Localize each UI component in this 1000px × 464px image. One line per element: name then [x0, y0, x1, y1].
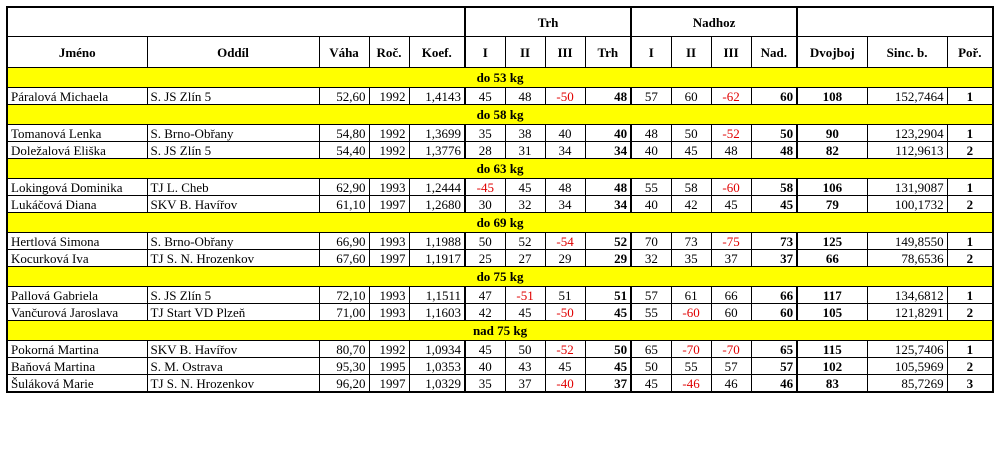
athlete-coef: 1,4143	[409, 88, 465, 105]
athlete-row	[7, 304, 993, 321]
snatch-best: 45	[585, 304, 631, 321]
category-title: do 63 kg	[7, 159, 993, 179]
athlete-club: TJ L. Cheb	[147, 179, 319, 196]
athlete-weight: 80,70	[319, 341, 369, 358]
snatch-best: 37	[585, 375, 631, 393]
cj-attempt-2: 45	[671, 142, 711, 159]
results-body	[7, 68, 993, 393]
column-header-snatch-2: II	[505, 37, 545, 68]
athlete-name: Hertlová Simona	[7, 233, 147, 250]
snatch-attempt-3: -52	[545, 341, 585, 358]
cj-best: 48	[751, 142, 797, 159]
category-title: nad 75 kg	[7, 321, 993, 341]
athlete-name: Lokingová Dominika	[7, 179, 147, 196]
snatch-attempt-2: 37	[505, 375, 545, 393]
cj-attempt-2: -60	[671, 304, 711, 321]
athlete-weight: 52,60	[319, 88, 369, 105]
snatch-best: 34	[585, 196, 631, 213]
snatch-attempt-3: 45	[545, 358, 585, 375]
snatch-attempt-2: 45	[505, 179, 545, 196]
column-header-cj-2: II	[671, 37, 711, 68]
athlete-name: Kocurková Iva	[7, 250, 147, 267]
athlete-rank: 2	[947, 358, 993, 375]
snatch-best: 45	[585, 358, 631, 375]
category-row	[7, 267, 993, 287]
athlete-total: 66	[797, 250, 867, 267]
athlete-row	[7, 179, 993, 196]
snatch-attempt-2: 52	[505, 233, 545, 250]
cj-attempt-3: 60	[711, 304, 751, 321]
athlete-weight: 96,20	[319, 375, 369, 393]
snatch-attempt-1: 30	[465, 196, 505, 213]
snatch-attempt-2: 32	[505, 196, 545, 213]
column-header-cj-best: Nad.	[751, 37, 797, 68]
cj-attempt-3: -52	[711, 125, 751, 142]
athlete-name: Pallová Gabriela	[7, 287, 147, 304]
cj-attempt-1: 32	[631, 250, 671, 267]
athlete-year: 1993	[369, 287, 409, 304]
athlete-weight: 62,90	[319, 179, 369, 196]
category-row	[7, 159, 993, 179]
snatch-attempt-3: -50	[545, 88, 585, 105]
category-title: do 53 kg	[7, 68, 993, 88]
athlete-total: 115	[797, 341, 867, 358]
cj-attempt-3: -70	[711, 341, 751, 358]
athlete-coef: 1,2444	[409, 179, 465, 196]
athlete-total: 125	[797, 233, 867, 250]
snatch-attempt-2: 45	[505, 304, 545, 321]
snatch-attempt-3: 51	[545, 287, 585, 304]
cj-attempt-1: 57	[631, 287, 671, 304]
snatch-attempt-1: 25	[465, 250, 505, 267]
athlete-name: Páralová Michaela	[7, 88, 147, 105]
athlete-row	[7, 125, 993, 142]
athlete-row	[7, 250, 993, 267]
athlete-total: 106	[797, 179, 867, 196]
column-header-rank: Poř.	[947, 37, 993, 68]
athlete-sinclair: 100,1732	[867, 196, 947, 213]
cj-best: 60	[751, 304, 797, 321]
athlete-name: Šuláková Marie	[7, 375, 147, 393]
column-header-row	[7, 37, 993, 68]
snatch-attempt-1: -45	[465, 179, 505, 196]
snatch-attempt-3: 34	[545, 196, 585, 213]
athlete-total: 102	[797, 358, 867, 375]
snatch-best: 48	[585, 179, 631, 196]
snatch-attempt-2: 48	[505, 88, 545, 105]
athlete-coef: 1,0934	[409, 341, 465, 358]
athlete-total: 83	[797, 375, 867, 393]
snatch-best: 52	[585, 233, 631, 250]
athlete-name: Tomanová Lenka	[7, 125, 147, 142]
athlete-name: Doležalová Eliška	[7, 142, 147, 159]
snatch-attempt-1: 45	[465, 88, 505, 105]
athlete-year: 1992	[369, 142, 409, 159]
athlete-name: Lukáčová Diana	[7, 196, 147, 213]
athlete-total: 105	[797, 304, 867, 321]
group-header-nadhoz: Nadhoz	[631, 7, 797, 37]
athlete-club: TJ Start VD Plzeň	[147, 304, 319, 321]
category-title: do 75 kg	[7, 267, 993, 287]
athlete-rank: 1	[947, 125, 993, 142]
snatch-attempt-1: 35	[465, 375, 505, 393]
athlete-rank: 2	[947, 196, 993, 213]
athlete-rank: 2	[947, 142, 993, 159]
group-header-blank	[7, 7, 465, 37]
column-header-snatch-best: Trh	[585, 37, 631, 68]
snatch-attempt-1: 28	[465, 142, 505, 159]
cj-attempt-1: 45	[631, 375, 671, 393]
cj-best: 73	[751, 233, 797, 250]
athlete-year: 1992	[369, 88, 409, 105]
athlete-rank: 2	[947, 250, 993, 267]
athlete-coef: 1,0353	[409, 358, 465, 375]
cj-attempt-3: 48	[711, 142, 751, 159]
athlete-weight: 71,00	[319, 304, 369, 321]
snatch-attempt-3: -40	[545, 375, 585, 393]
cj-attempt-1: 50	[631, 358, 671, 375]
athlete-weight: 66,90	[319, 233, 369, 250]
cj-attempt-3: -75	[711, 233, 751, 250]
cj-attempt-1: 40	[631, 142, 671, 159]
cj-attempt-1: 65	[631, 341, 671, 358]
snatch-attempt-2: 43	[505, 358, 545, 375]
athlete-coef: 1,2680	[409, 196, 465, 213]
athlete-rank: 2	[947, 304, 993, 321]
group-header-trh: Trh	[465, 7, 631, 37]
snatch-attempt-2: 27	[505, 250, 545, 267]
athlete-row	[7, 233, 993, 250]
athlete-coef: 1,1988	[409, 233, 465, 250]
cj-best: 65	[751, 341, 797, 358]
athlete-sinclair: 78,6536	[867, 250, 947, 267]
athlete-weight: 95,30	[319, 358, 369, 375]
athlete-sinclair: 131,9087	[867, 179, 947, 196]
snatch-attempt-1: 42	[465, 304, 505, 321]
snatch-attempt-3: -54	[545, 233, 585, 250]
athlete-club: S. JS Zlín 5	[147, 88, 319, 105]
cj-best: 58	[751, 179, 797, 196]
column-header-snatch-3: III	[545, 37, 585, 68]
snatch-best: 51	[585, 287, 631, 304]
athlete-club: S. JS Zlín 5	[147, 142, 319, 159]
snatch-attempt-1: 40	[465, 358, 505, 375]
snatch-best: 50	[585, 341, 631, 358]
snatch-attempt-3: 40	[545, 125, 585, 142]
column-header-cj-3: III	[711, 37, 751, 68]
column-header-snatch-1: I	[465, 37, 505, 68]
snatch-best: 29	[585, 250, 631, 267]
athlete-coef: 1,3699	[409, 125, 465, 142]
athlete-row	[7, 88, 993, 105]
athlete-name: Vančurová Jaroslava	[7, 304, 147, 321]
athlete-row	[7, 196, 993, 213]
athlete-club: S. Brno-Obřany	[147, 125, 319, 142]
cj-attempt-2: 50	[671, 125, 711, 142]
column-header-weight: Váha	[319, 37, 369, 68]
cj-best: 57	[751, 358, 797, 375]
cj-attempt-1: 55	[631, 179, 671, 196]
column-header-sinclair: Sinc. b.	[867, 37, 947, 68]
cj-attempt-2: 55	[671, 358, 711, 375]
snatch-best: 34	[585, 142, 631, 159]
athlete-coef: 1,3776	[409, 142, 465, 159]
cj-attempt-1: 57	[631, 88, 671, 105]
cj-best: 46	[751, 375, 797, 393]
athlete-weight: 72,10	[319, 287, 369, 304]
athlete-year: 1992	[369, 125, 409, 142]
athlete-rank: 1	[947, 179, 993, 196]
athlete-year: 1997	[369, 375, 409, 393]
athlete-club: S. JS Zlín 5	[147, 287, 319, 304]
cj-attempt-2: 73	[671, 233, 711, 250]
cj-attempt-2: 61	[671, 287, 711, 304]
athlete-club: S. M. Ostrava	[147, 358, 319, 375]
athlete-rank: 1	[947, 287, 993, 304]
category-row	[7, 213, 993, 233]
cj-attempt-2: 60	[671, 88, 711, 105]
snatch-attempt-2: 50	[505, 341, 545, 358]
group-header-row	[7, 7, 993, 37]
snatch-attempt-3: 48	[545, 179, 585, 196]
athlete-weight: 54,40	[319, 142, 369, 159]
athlete-sinclair: 105,5969	[867, 358, 947, 375]
snatch-attempt-1: 47	[465, 287, 505, 304]
column-header-year: Roč.	[369, 37, 409, 68]
cj-best: 50	[751, 125, 797, 142]
athlete-year: 1993	[369, 179, 409, 196]
cj-attempt-2: -46	[671, 375, 711, 393]
athlete-rank: 1	[947, 233, 993, 250]
snatch-attempt-1: 35	[465, 125, 505, 142]
athlete-name: Baňová Martina	[7, 358, 147, 375]
athlete-year: 1993	[369, 233, 409, 250]
cj-attempt-2: 58	[671, 179, 711, 196]
athlete-row	[7, 287, 993, 304]
athlete-name: Pokorná Martina	[7, 341, 147, 358]
cj-attempt-3: 57	[711, 358, 751, 375]
snatch-best: 48	[585, 88, 631, 105]
athlete-sinclair: 85,7269	[867, 375, 947, 393]
cj-attempt-3: 66	[711, 287, 751, 304]
cj-attempt-3: 46	[711, 375, 751, 393]
athlete-sinclair: 134,6812	[867, 287, 947, 304]
category-row	[7, 321, 993, 341]
athlete-coef: 1,1603	[409, 304, 465, 321]
snatch-attempt-3: 29	[545, 250, 585, 267]
athlete-row	[7, 375, 993, 393]
athlete-total: 82	[797, 142, 867, 159]
athlete-club: S. Brno-Obřany	[147, 233, 319, 250]
athlete-total: 90	[797, 125, 867, 142]
athlete-sinclair: 112,9613	[867, 142, 947, 159]
athlete-sinclair: 121,8291	[867, 304, 947, 321]
athlete-year: 1997	[369, 250, 409, 267]
snatch-attempt-2: -51	[505, 287, 545, 304]
athlete-club: TJ S. N. Hrozenkov	[147, 375, 319, 393]
athlete-weight: 67,60	[319, 250, 369, 267]
cj-best: 60	[751, 88, 797, 105]
athlete-year: 1993	[369, 304, 409, 321]
athlete-row	[7, 341, 993, 358]
snatch-attempt-1: 45	[465, 341, 505, 358]
cj-attempt-2: 35	[671, 250, 711, 267]
column-header-cj-1: I	[631, 37, 671, 68]
group-header-blank-right	[797, 7, 993, 37]
athlete-sinclair: 152,7464	[867, 88, 947, 105]
column-header-total: Dvojboj	[797, 37, 867, 68]
column-header-coef: Koef.	[409, 37, 465, 68]
cj-best: 37	[751, 250, 797, 267]
cj-attempt-1: 70	[631, 233, 671, 250]
athlete-weight: 61,10	[319, 196, 369, 213]
cj-attempt-3: -62	[711, 88, 751, 105]
category-title: do 58 kg	[7, 105, 993, 125]
cj-attempt-1: 48	[631, 125, 671, 142]
athlete-year: 1992	[369, 341, 409, 358]
category-row	[7, 68, 993, 88]
athlete-row	[7, 142, 993, 159]
athlete-sinclair: 123,2904	[867, 125, 947, 142]
column-header-name: Jméno	[7, 37, 147, 68]
cj-attempt-1: 55	[631, 304, 671, 321]
cj-best: 66	[751, 287, 797, 304]
category-row	[7, 105, 993, 125]
athlete-total: 79	[797, 196, 867, 213]
cj-attempt-2: -70	[671, 341, 711, 358]
snatch-attempt-1: 50	[465, 233, 505, 250]
athlete-row	[7, 358, 993, 375]
snatch-attempt-3: 34	[545, 142, 585, 159]
athlete-total: 108	[797, 88, 867, 105]
snatch-attempt-3: -50	[545, 304, 585, 321]
athlete-total: 117	[797, 287, 867, 304]
cj-attempt-2: 42	[671, 196, 711, 213]
athlete-sinclair: 149,8550	[867, 233, 947, 250]
athlete-rank: 3	[947, 375, 993, 393]
athlete-coef: 1,0329	[409, 375, 465, 393]
athlete-sinclair: 125,7406	[867, 341, 947, 358]
athlete-year: 1995	[369, 358, 409, 375]
athlete-club: SKV B. Havířov	[147, 196, 319, 213]
athlete-club: SKV B. Havířov	[147, 341, 319, 358]
athlete-coef: 1,1917	[409, 250, 465, 267]
athlete-coef: 1,1511	[409, 287, 465, 304]
athlete-club: TJ S. N. Hrozenkov	[147, 250, 319, 267]
athlete-weight: 54,80	[319, 125, 369, 142]
cj-attempt-3: -60	[711, 179, 751, 196]
snatch-best: 40	[585, 125, 631, 142]
results-table	[6, 6, 994, 393]
snatch-attempt-2: 38	[505, 125, 545, 142]
column-header-club: Oddíl	[147, 37, 319, 68]
cj-attempt-3: 45	[711, 196, 751, 213]
cj-attempt-3: 37	[711, 250, 751, 267]
athlete-year: 1997	[369, 196, 409, 213]
cj-best: 45	[751, 196, 797, 213]
snatch-attempt-2: 31	[505, 142, 545, 159]
category-title: do 69 kg	[7, 213, 993, 233]
athlete-rank: 1	[947, 88, 993, 105]
cj-attempt-1: 40	[631, 196, 671, 213]
athlete-rank: 1	[947, 341, 993, 358]
